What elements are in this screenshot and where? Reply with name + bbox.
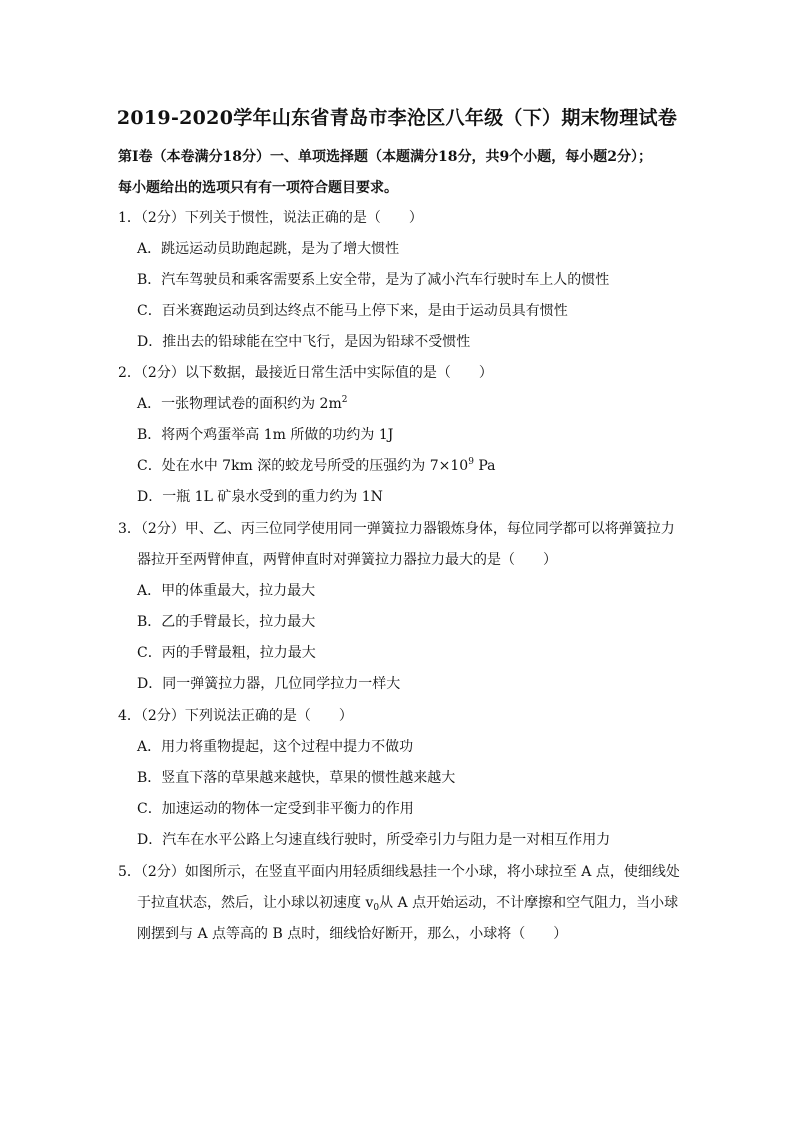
question-2-option-d: D．一瓶 1L 矿泉水受到的重力约为 1N	[137, 489, 383, 505]
question-3-option-c: C．丙的手臂最粗，拉力最大	[137, 645, 316, 661]
question-2-option-b: B．将两个鸡蛋举高 1m 所做的功约为 1J	[137, 427, 394, 443]
question-1-option-a: A．跳远运动员助跑起跳，是为了增大惯性	[137, 241, 400, 257]
question-4-stem: 4．（2分）下列说法正确的是（ ）	[118, 708, 353, 724]
question-5-stem-continued-1: 于拉直状态，然后，让小球以初速度 $v_0$从 A 点开始运动，不计摩擦和空气阻力，当小球	[137, 895, 679, 913]
question-3-option-d: D．同一弹簧拉力器，几位同学拉力一样大	[137, 676, 401, 692]
question-3-stem: 3．（2分）甲、乙、丙三位同学使用同一弹簧拉力器锻炼身体，每位同学都可以将弹簧拉力	[118, 521, 675, 537]
question-1-option-d: D．推出去的铅球能在空中飞行，是因为铅球不受惯性	[137, 334, 471, 350]
question-3-stem-continued: 器拉开至两臂伸直，两臂伸直时对弹簧拉力器拉力最大的是（ ）	[137, 552, 557, 568]
question-5-stem-continued-2: 刚摆到与 A 点等高的 B 点时，细线恰好断开，那么，小球将（ ）	[137, 926, 568, 942]
question-2-option-a: A．一张物理试卷的面积约为 $2m^2$	[137, 395, 348, 412]
question-3-option-b: B．乙的手臂最长，拉力最大	[137, 614, 316, 630]
question-1-stem: 1．（2分）下列关于惯性，说法正确的是（ ）	[118, 210, 423, 226]
question-4-option-b: B．竖直下落的草果越来越快，草果的惯性越来越大	[137, 770, 456, 786]
exam-title: 2019-2020学年山东省青岛市李沧区八年级（下）期末物理试卷	[116, 107, 678, 129]
question-4-option-c: C．加速运动的物体一定受到非平衡力的作用	[137, 801, 414, 817]
question-2-stem: 2．（2分）以下数据，最接近日常生活中实际值的是（ ）	[118, 365, 493, 381]
question-4-option-d: D．汽车在水平公路上匀速直线行驶时，所受牵引力与阻力是一对相互作用力	[137, 832, 611, 848]
question-2-option-c: C．处在水中 7km 深的蛟龙号所受的压强约为 $7\times 10^9$ Pa	[137, 457, 496, 474]
question-5-stem: 5．（2分）如图所示，在竖直平面内用轻质细线悬挂一个小球，将小球拉至 A 点，使细线处	[118, 864, 680, 880]
question-4-option-a: A．用力将重物提起，这个过程中提力不做功	[137, 739, 414, 755]
question-3-option-a: A．甲的体重最大，拉力最大	[137, 583, 316, 599]
question-1-option-b: B．汽车驾驶员和乘客需要系上安全带，是为了减小汽车行驶时车上人的惯性	[137, 272, 610, 288]
question-1-option-c: C．百米赛跑运动员到达终点不能马上停下来，是由于运动员具有惯性	[137, 303, 568, 319]
section-heading-line1: 第Ⅰ卷（本卷满分18分）一、单项选择题（本题满分18分，共9个小题，每小题2分）；	[118, 149, 652, 165]
section-heading-line2: 每小题给出的选项只有有一项符合题目要求。	[118, 180, 398, 196]
